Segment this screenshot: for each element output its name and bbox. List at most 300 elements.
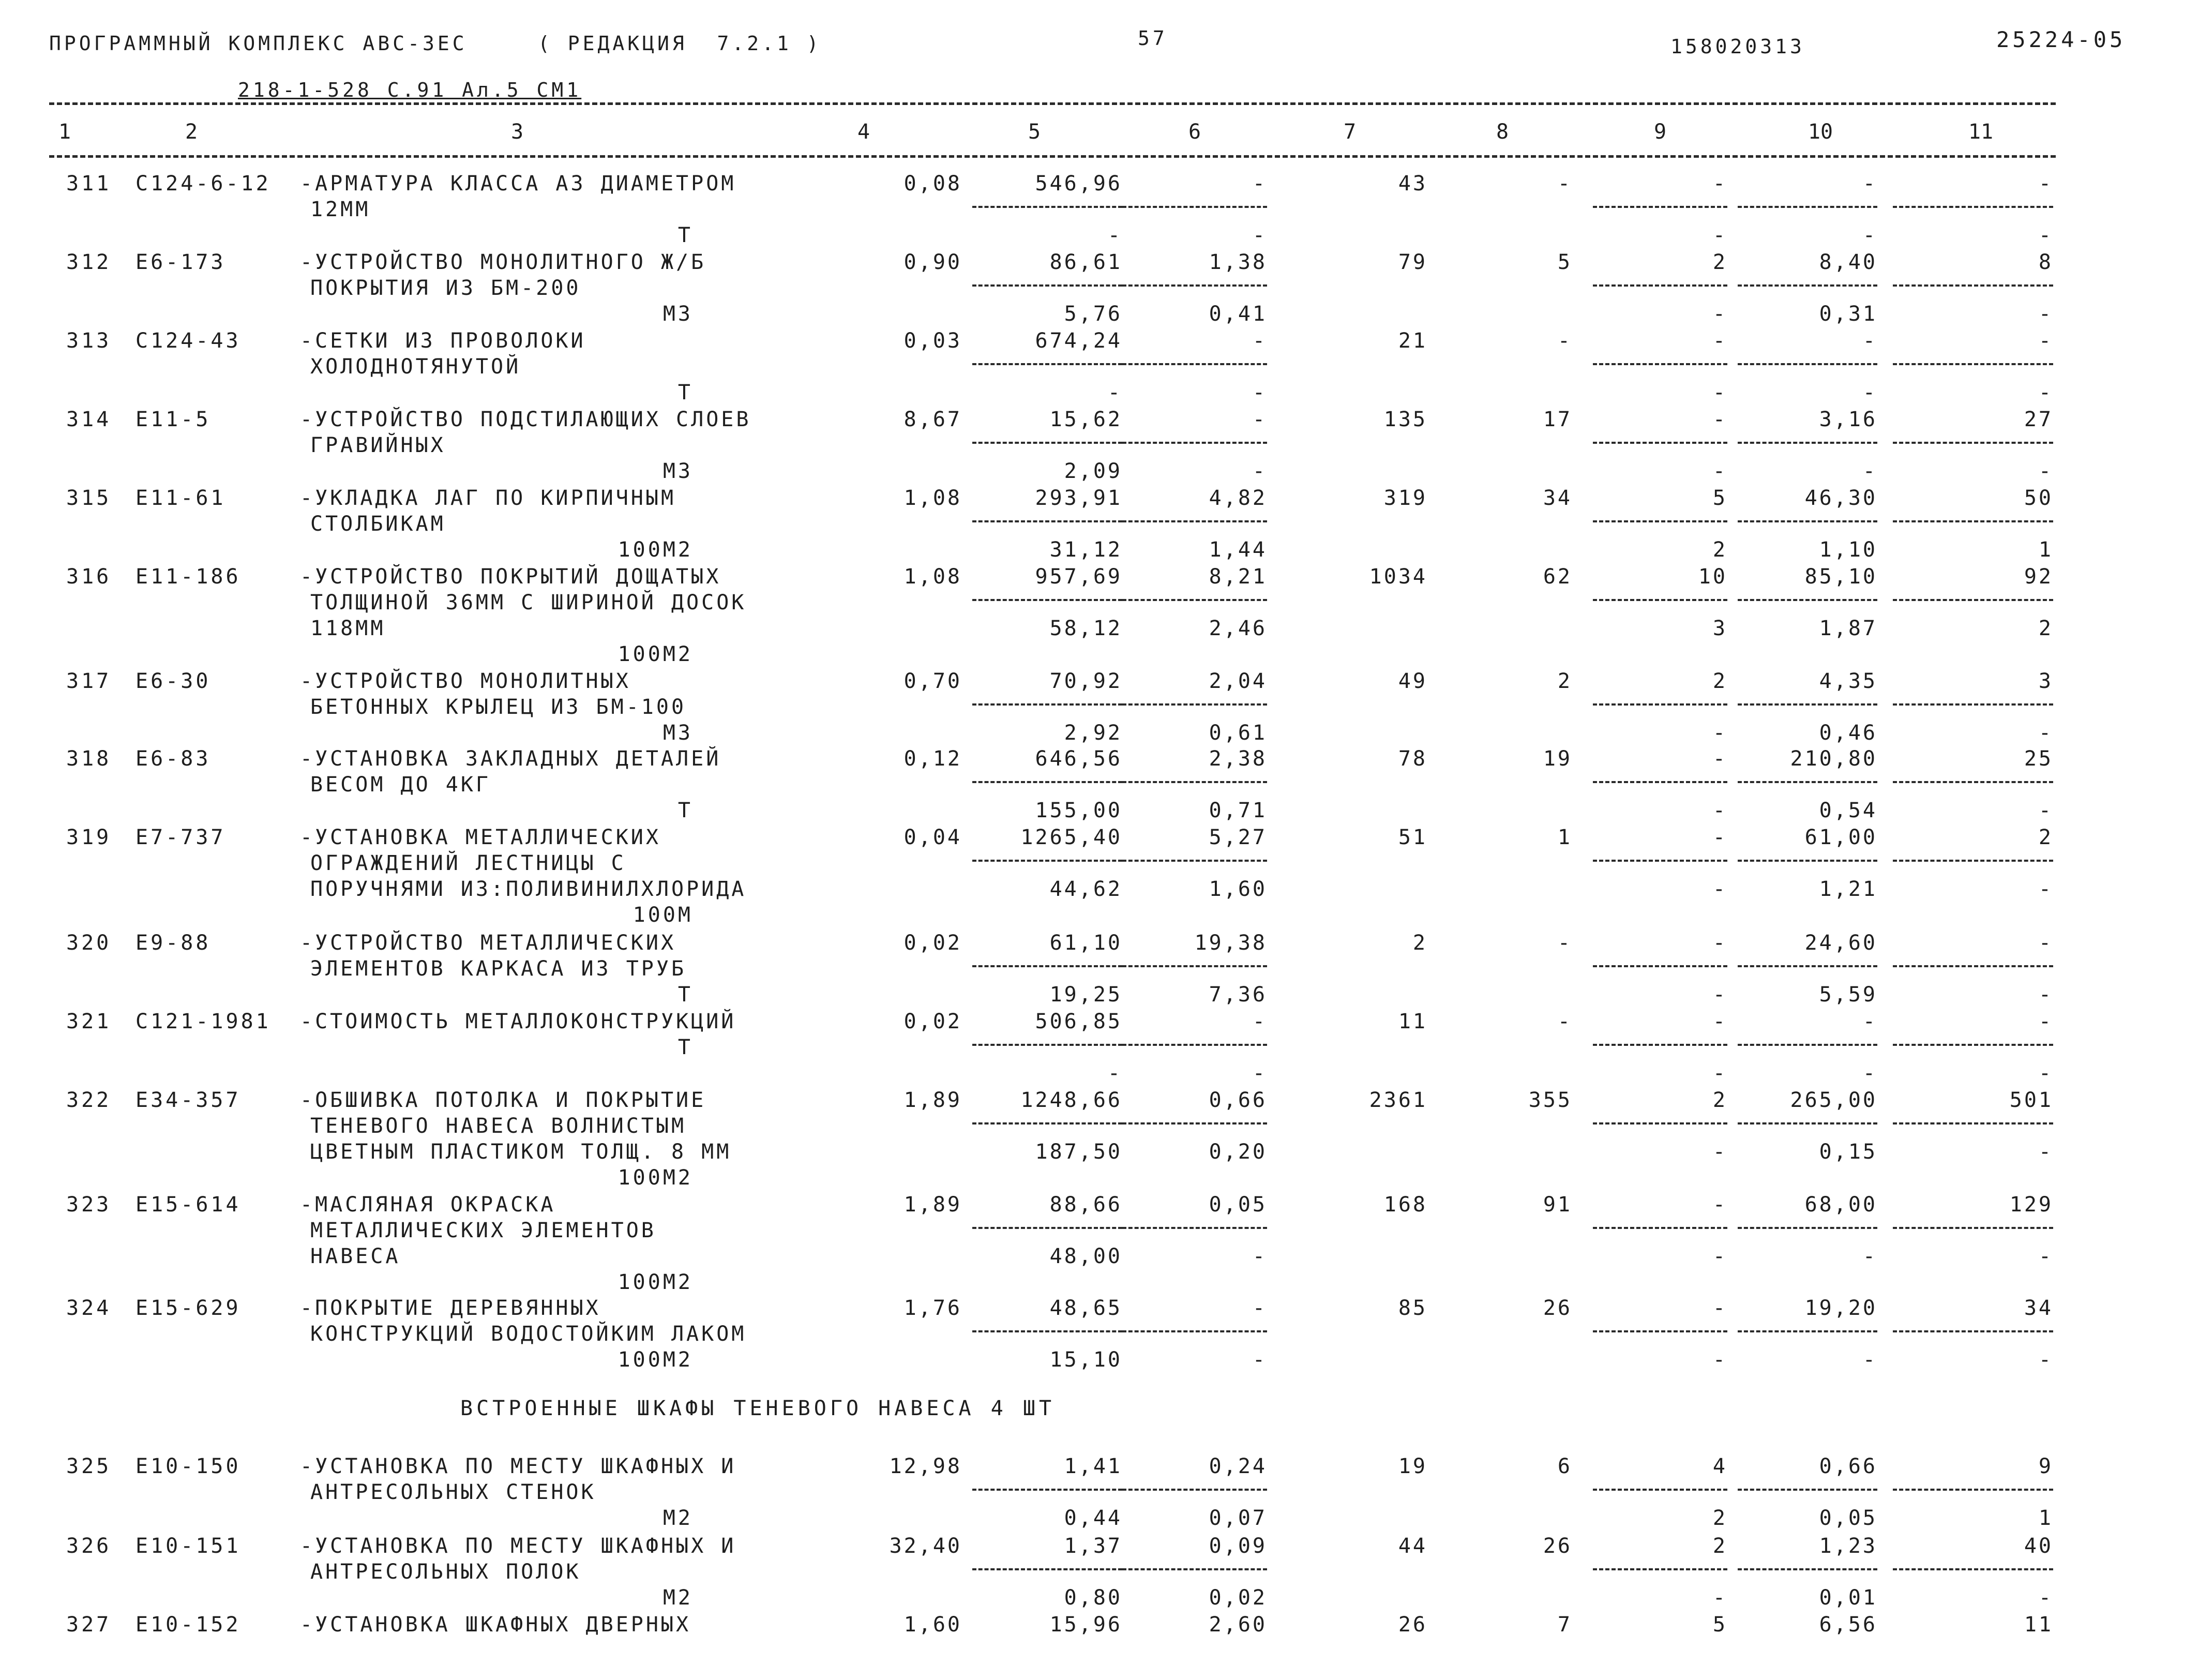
cell-c6b: 2,46 — [1209, 617, 1267, 640]
rate-code: Е10-151 — [135, 1534, 241, 1558]
value-separator — [1893, 520, 2053, 522]
cell-c10a: 0,66 — [1819, 1454, 1877, 1478]
cell-c6b: - — [1252, 1348, 1267, 1372]
cell-c10a: 4,35 — [1819, 669, 1877, 693]
value-separator — [1893, 1330, 2053, 1332]
cell-c11a: 8 — [2038, 250, 2053, 274]
value-separator — [1593, 520, 1727, 522]
work-description: ХОЛОДНОТЯНУТОЙ — [310, 355, 521, 379]
value-separator — [1122, 1489, 1267, 1491]
cell-c9a: - — [1712, 1296, 1727, 1320]
cell-c6a: - — [1252, 1296, 1267, 1320]
work-description: СТОЛБИКАМ — [310, 512, 446, 536]
unit-label: Т — [677, 799, 693, 822]
cell-c7: 19 — [1398, 1454, 1427, 1478]
row-number: 321 — [66, 1010, 112, 1033]
cell-c10a: 6,56 — [1819, 1613, 1877, 1637]
cell-c8: 6 — [1557, 1454, 1572, 1478]
rate-code: Е6-30 — [135, 669, 211, 693]
cell-qty: 1,76 — [903, 1296, 962, 1320]
top-rule — [49, 102, 2056, 105]
cell-c11b: - — [2038, 799, 2053, 822]
cell-c11b: 2 — [2038, 617, 2053, 640]
value-separator — [972, 965, 1122, 967]
cell-c6a: - — [1252, 408, 1267, 431]
cell-c9b: 2 — [1712, 1506, 1727, 1530]
cell-c11b: - — [2038, 1586, 2053, 1610]
value-separator — [1122, 781, 1267, 783]
cell-c9b: - — [1712, 381, 1727, 404]
cell-c10a: 1,23 — [1819, 1534, 1877, 1558]
rate-code: С124-43 — [135, 329, 241, 353]
work-description: АНТРЕСОЛЬНЫХ СТЕНОК — [310, 1480, 596, 1504]
cell-c7: 135 — [1383, 408, 1427, 431]
cell-c10b: - — [1862, 381, 1877, 404]
cell-c5a: 506,85 — [1035, 1010, 1122, 1033]
section-title: ВСТРОЕННЫЕ ШКАФЫ ТЕНЕВОГО НАВЕСА 4 ШТ — [460, 1397, 1056, 1420]
work-description: ТОЛЩИНОЙ 36ММ С ШИРИНОЙ ДОСОК — [310, 591, 747, 614]
cell-c6b: 1,44 — [1209, 538, 1267, 562]
cell-qty: 32,40 — [889, 1534, 962, 1558]
cell-c8: 26 — [1543, 1296, 1572, 1320]
unit-label: 100М — [632, 903, 693, 927]
value-separator — [1893, 1122, 2053, 1124]
work-description: ЦВЕТНЫМ ПЛАСТИКОМ ТОЛЩ. 8 ММ — [310, 1140, 732, 1164]
cell-c10a: 3,16 — [1819, 408, 1877, 431]
work-description: -УСТАНОВКА МЕТАЛЛИЧЕСКИХ — [300, 826, 661, 849]
cell-c8: 62 — [1543, 565, 1572, 589]
cell-c7: 21 — [1398, 329, 1427, 353]
cell-c9a: 10 — [1698, 565, 1727, 589]
value-separator — [1593, 1330, 1727, 1332]
value-separator — [972, 520, 1122, 522]
cell-c11b: - — [2038, 223, 2053, 247]
value-separator — [1738, 703, 1877, 706]
value-separator — [972, 1044, 1122, 1046]
cell-qty: 12,98 — [889, 1454, 962, 1478]
cell-c5a: 1,37 — [1064, 1534, 1122, 1558]
unit-label: М3 — [662, 721, 693, 745]
cell-c10b: 0,05 — [1819, 1506, 1877, 1530]
cell-c5b: - — [1107, 1061, 1122, 1085]
cell-c5b: 2,92 — [1064, 721, 1122, 745]
cell-c5a: 86,61 — [1049, 250, 1122, 274]
cell-c6b: 0,71 — [1209, 799, 1267, 822]
cell-c5b: - — [1107, 223, 1122, 247]
value-separator — [1122, 1330, 1267, 1332]
value-separator — [1122, 284, 1267, 287]
row-number: 317 — [66, 669, 112, 693]
cell-c9a: 2 — [1712, 250, 1727, 274]
value-separator — [1893, 599, 2053, 601]
value-separator — [1122, 1568, 1267, 1570]
value-separator — [1593, 1044, 1727, 1046]
value-separator — [972, 703, 1122, 706]
cell-c7: 2 — [1412, 931, 1427, 955]
value-separator — [1593, 965, 1727, 967]
cell-c9a: 2 — [1712, 1534, 1727, 1558]
row-number: 316 — [66, 565, 112, 589]
cell-c11a: 3 — [2038, 669, 2053, 693]
value-separator — [1593, 206, 1727, 208]
cell-c8: - — [1557, 172, 1572, 196]
cell-c5a: 48,65 — [1049, 1296, 1122, 1320]
column-header-10: 10 — [1808, 120, 1833, 144]
cell-c10a: 85,10 — [1804, 565, 1877, 589]
cell-c5a: 546,96 — [1035, 172, 1122, 196]
work-description: -УСТРОЙСТВО МЕТАЛЛИЧЕСКИХ — [300, 931, 676, 955]
value-separator — [1122, 1227, 1267, 1229]
rate-code: Е10-152 — [135, 1613, 241, 1637]
value-separator — [1738, 1122, 1877, 1124]
work-description: -ПОКРЫТИЕ ДЕРЕВЯННЫХ — [300, 1296, 601, 1320]
cell-c8: 5 — [1557, 250, 1572, 274]
unit-label: Т — [677, 381, 693, 404]
cell-qty: 0,12 — [903, 747, 962, 771]
cell-c5b: 31,12 — [1049, 538, 1122, 562]
work-description: -СТОИМОСТЬ МЕТАЛЛОКОНСТРУКЦИЙ — [300, 1010, 736, 1033]
cell-c6a: 0,24 — [1209, 1454, 1267, 1478]
value-separator — [1893, 442, 2053, 444]
cell-c7: 51 — [1398, 826, 1427, 849]
program-title: ПРОГРАММНЫЙ КОМПЛЕКС АВС-ЗЕС — [49, 32, 468, 55]
cell-c5a: 1,41 — [1064, 1454, 1122, 1478]
cell-c10a: 19,20 — [1804, 1296, 1877, 1320]
unit-label: Т — [677, 223, 693, 247]
value-separator — [1738, 860, 1877, 862]
row-number: 320 — [66, 931, 112, 955]
cell-c9b: - — [1712, 1140, 1727, 1164]
cell-qty: 0,03 — [903, 329, 962, 353]
cell-c5b: 19,25 — [1049, 983, 1122, 1007]
cell-c9b: - — [1712, 877, 1727, 901]
value-separator — [1738, 1568, 1877, 1570]
cell-c9b: - — [1712, 459, 1727, 483]
cell-qty: 1,08 — [903, 486, 962, 510]
cell-c5a: 1265,40 — [1020, 826, 1122, 849]
row-number: 311 — [66, 172, 112, 196]
rate-code: С124-6-12 — [135, 172, 271, 196]
work-description: -УСТРОЙСТВО ПОКРЫТИЙ ДОЩАТЫХ — [300, 565, 721, 589]
header-rule — [49, 155, 2056, 158]
cell-c11b: - — [2038, 1140, 2053, 1164]
cell-c10b: 1,87 — [1819, 617, 1877, 640]
work-description: ТЕНЕВОГО НАВЕСА ВОЛНИСТЫМ — [310, 1114, 687, 1138]
value-separator — [1738, 206, 1877, 208]
cell-c7: 49 — [1398, 669, 1427, 693]
column-header-9: 9 — [1653, 120, 1667, 144]
cell-c6a: 0,09 — [1209, 1534, 1267, 1558]
value-separator — [1593, 599, 1727, 601]
value-separator — [972, 1489, 1122, 1491]
cell-c11a: - — [2038, 329, 2053, 353]
cell-c5a: 1248,66 — [1020, 1088, 1122, 1112]
cell-c5b: 5,76 — [1064, 302, 1122, 326]
row-number: 326 — [66, 1534, 112, 1558]
cell-c11a: 2 — [2038, 826, 2053, 849]
value-separator — [1593, 781, 1727, 783]
cell-c6b: - — [1252, 223, 1267, 247]
cell-c8: 17 — [1543, 408, 1572, 431]
cell-qty: 0,90 — [903, 250, 962, 274]
work-description: ВЕСОМ ДО 4КГ — [310, 773, 491, 797]
cell-qty: 0,02 — [903, 1010, 962, 1033]
page-number: 57 — [1138, 27, 1168, 50]
value-separator — [1893, 1489, 2053, 1491]
cell-c11b: - — [2038, 1348, 2053, 1372]
cell-c6a: 2,38 — [1209, 747, 1267, 771]
work-description: ПОКРЫТИЯ ИЗ БМ-200 — [310, 276, 581, 300]
cell-c11a: 40 — [2024, 1534, 2053, 1558]
value-separator — [1738, 1489, 1877, 1491]
cell-c5a: 70,92 — [1049, 669, 1122, 693]
value-separator — [972, 206, 1122, 208]
value-separator — [1593, 1227, 1727, 1229]
row-number: 314 — [66, 408, 112, 431]
cell-c10b: - — [1862, 223, 1877, 247]
cell-c7: 43 — [1398, 172, 1427, 196]
cell-c5a: 15,62 — [1049, 408, 1122, 431]
value-separator — [1893, 860, 2053, 862]
row-number: 319 — [66, 826, 112, 849]
sheet-number: 25224-05 — [1996, 27, 2126, 52]
value-separator — [1738, 363, 1877, 365]
row-number: 318 — [66, 747, 112, 771]
work-description: БЕТОННЫХ КРЫЛЕЦ ИЗ БМ-100 — [310, 695, 687, 719]
cell-c6a: 0,05 — [1209, 1193, 1267, 1217]
cell-c9a: 5 — [1712, 486, 1727, 510]
work-description: -ОБШИВКА ПОТОЛКА И ПОКРЫТИЕ — [300, 1088, 706, 1112]
value-separator — [1738, 1044, 1877, 1046]
cell-c6a: 19,38 — [1194, 931, 1267, 955]
value-separator — [1893, 284, 2053, 287]
cell-c5b: 0,44 — [1064, 1506, 1122, 1530]
cell-qty: 1,89 — [903, 1193, 962, 1217]
cell-c9b: - — [1712, 1348, 1727, 1372]
value-separator — [972, 781, 1122, 783]
work-description: -УСТАНОВКА ПО МЕСТУ ШКАФНЫХ И — [300, 1454, 736, 1478]
cell-c11b: - — [2038, 381, 2053, 404]
row-number: 313 — [66, 329, 112, 353]
rate-code: Е15-614 — [135, 1193, 241, 1217]
cell-c5a: 674,24 — [1035, 329, 1122, 353]
cell-c9a: - — [1712, 172, 1727, 196]
cell-c9a: 5 — [1712, 1613, 1727, 1637]
cell-c10a: 46,30 — [1804, 486, 1877, 510]
work-description: -УСТРОЙСТВО МОНОЛИТНОГО Ж/Б — [300, 250, 706, 274]
value-separator — [1893, 1568, 2053, 1570]
row-number: 315 — [66, 486, 112, 510]
cell-qty: 0,04 — [903, 826, 962, 849]
value-separator — [1122, 520, 1267, 522]
cell-c9b: - — [1712, 1586, 1727, 1610]
value-separator — [1893, 1227, 2053, 1229]
cell-c6b: - — [1252, 381, 1267, 404]
value-separator — [972, 599, 1122, 601]
cell-c9b: - — [1712, 799, 1727, 822]
cell-c5a: 293,91 — [1035, 486, 1122, 510]
value-separator — [1893, 363, 2053, 365]
cell-c10b: 1,21 — [1819, 877, 1877, 901]
value-separator — [972, 1122, 1122, 1124]
cell-c11b: - — [2038, 721, 2053, 745]
cell-c10b: 0,01 — [1819, 1586, 1877, 1610]
value-separator — [1738, 442, 1877, 444]
cell-c8: 1 — [1557, 826, 1572, 849]
cell-c6a: - — [1252, 1010, 1267, 1033]
cell-c7: 44 — [1398, 1534, 1427, 1558]
value-separator — [1593, 1568, 1727, 1570]
rate-code: Е34-357 — [135, 1088, 241, 1112]
cell-c5b: 2,09 — [1064, 459, 1122, 483]
cell-c10a: 210,80 — [1790, 747, 1877, 771]
value-separator — [1593, 860, 1727, 862]
work-description: -УКЛАДКА ЛАГ ПО КИРПИЧНЫМ — [300, 486, 676, 510]
column-header-7: 7 — [1343, 120, 1357, 144]
value-separator — [972, 1330, 1122, 1332]
work-description: 118ММ — [310, 617, 386, 640]
value-separator — [972, 1568, 1122, 1570]
cell-c6a: 2,04 — [1209, 669, 1267, 693]
cell-c6a: 4,82 — [1209, 486, 1267, 510]
cell-c6b: 0,20 — [1209, 1140, 1267, 1164]
row-number: 325 — [66, 1454, 112, 1478]
cell-c7: 78 — [1398, 747, 1427, 771]
cell-c9b: - — [1712, 302, 1727, 326]
cell-c7: 2361 — [1369, 1088, 1427, 1112]
value-separator — [972, 363, 1122, 365]
cell-qty: 1,08 — [903, 565, 962, 589]
cell-c5b: 44,62 — [1049, 877, 1122, 901]
document-reference: 218-1-528 С.91 Ал.5 СМ1 — [238, 79, 582, 101]
cell-c5b: 187,50 — [1035, 1140, 1122, 1164]
unit-label: Т — [677, 983, 693, 1007]
value-separator — [1738, 781, 1877, 783]
cell-c11a: 34 — [2024, 1296, 2053, 1320]
cell-c10b: 0,15 — [1819, 1140, 1877, 1164]
cell-c9a: - — [1712, 1010, 1727, 1033]
cell-c10a: 68,00 — [1804, 1193, 1877, 1217]
cell-c6a: 2,60 — [1209, 1613, 1267, 1637]
cell-c9a: - — [1712, 408, 1727, 431]
cell-c11a: - — [2038, 172, 2053, 196]
cell-c7: 1034 — [1369, 565, 1427, 589]
cell-c8: 91 — [1543, 1193, 1572, 1217]
rate-code: Е9-88 — [135, 931, 211, 955]
row-number: 327 — [66, 1613, 112, 1637]
value-separator — [972, 284, 1122, 287]
value-separator — [1593, 1122, 1727, 1124]
work-description: -МАСЛЯНАЯ ОКРАСКА — [300, 1193, 556, 1217]
work-description: -АРМАТУРА КЛАССА АЗ ДИАМЕТРОМ — [300, 172, 736, 196]
cell-c10a: - — [1862, 172, 1877, 196]
cell-c5b: 48,00 — [1049, 1244, 1122, 1268]
cell-c10a: - — [1862, 329, 1877, 353]
cell-c8: - — [1557, 931, 1572, 955]
rate-code: Е11-5 — [135, 408, 211, 431]
cell-c5a: 61,10 — [1049, 931, 1122, 955]
cell-c9a: - — [1712, 931, 1727, 955]
value-separator — [1122, 703, 1267, 706]
unit-label: М3 — [662, 302, 693, 326]
work-description: -УСТАНОВКА ШКАФНЫХ ДВЕРНЫХ — [300, 1613, 691, 1637]
cell-c8: - — [1557, 1010, 1572, 1033]
cell-c6a: 1,38 — [1209, 250, 1267, 274]
value-separator — [1122, 1044, 1267, 1046]
cell-c11a: - — [2038, 1010, 2053, 1033]
value-separator — [1738, 1330, 1877, 1332]
cell-c5a: 88,66 — [1049, 1193, 1122, 1217]
cell-c11a: - — [2038, 931, 2053, 955]
column-header-3: 3 — [510, 120, 524, 144]
rate-code: С121-1981 — [135, 1010, 271, 1033]
cell-c11a: 501 — [2009, 1088, 2053, 1112]
cell-c11a: 129 — [2009, 1193, 2053, 1217]
cell-c6a: - — [1252, 329, 1267, 353]
cell-c5a: 957,69 — [1035, 565, 1122, 589]
rate-code: Е11-61 — [135, 486, 226, 510]
cell-c5a: 15,96 — [1049, 1613, 1122, 1637]
column-header-4: 4 — [857, 120, 870, 144]
cell-qty: 0,08 — [903, 172, 962, 196]
cell-c5b: - — [1107, 381, 1122, 404]
cell-c5b: 0,80 — [1064, 1586, 1122, 1610]
cell-c10a: 24,60 — [1804, 931, 1877, 955]
cell-c10b: - — [1862, 1244, 1877, 1268]
value-separator — [1122, 206, 1267, 208]
cell-c10b: 5,59 — [1819, 983, 1877, 1007]
cell-c11b: - — [2038, 1244, 2053, 1268]
column-header-6: 6 — [1188, 120, 1201, 144]
column-header-2: 2 — [185, 120, 198, 144]
unit-label: М3 — [662, 459, 693, 483]
column-header-1: 1 — [58, 120, 71, 144]
cell-c6b: - — [1252, 1061, 1267, 1085]
value-separator — [972, 860, 1122, 862]
cell-c9b: 2 — [1712, 538, 1727, 562]
cell-c9a: - — [1712, 747, 1727, 771]
cell-c5b: 15,10 — [1049, 1348, 1122, 1372]
value-separator — [972, 442, 1122, 444]
cell-c9b: - — [1712, 721, 1727, 745]
cell-c9b: 3 — [1712, 617, 1727, 640]
value-separator — [1593, 284, 1727, 287]
cell-c10b: - — [1862, 1061, 1877, 1085]
value-separator — [1893, 965, 2053, 967]
cell-c10a: 8,40 — [1819, 250, 1877, 274]
work-description: -СЕТКИ ИЗ ПРОВОЛОКИ — [300, 329, 586, 353]
work-description: 12ММ — [310, 198, 371, 221]
cell-c8: 34 — [1543, 486, 1572, 510]
cell-c9a: 4 — [1712, 1454, 1727, 1478]
cell-c8: - — [1557, 329, 1572, 353]
cell-c6b: 7,36 — [1209, 983, 1267, 1007]
cell-c10b: 0,46 — [1819, 721, 1877, 745]
cell-c9b: - — [1712, 1061, 1727, 1085]
value-separator — [1593, 363, 1727, 365]
work-description: АНТРЕСОЛЬНЫХ ПОЛОК — [310, 1560, 581, 1584]
cell-c7: 168 — [1383, 1193, 1427, 1217]
edition-label: ( РЕДАКЦИЯ 7.2.1 ) — [538, 32, 822, 55]
cell-c9b: - — [1712, 223, 1727, 247]
work-description: ЭЛЕМЕНТОВ КАРКАСА ИЗ ТРУБ — [310, 957, 687, 981]
value-separator — [1893, 703, 2053, 706]
value-separator — [1122, 442, 1267, 444]
value-separator — [1738, 1227, 1877, 1229]
row-number: 312 — [66, 250, 112, 274]
value-separator — [972, 1227, 1122, 1229]
cell-c7: 79 — [1398, 250, 1427, 274]
